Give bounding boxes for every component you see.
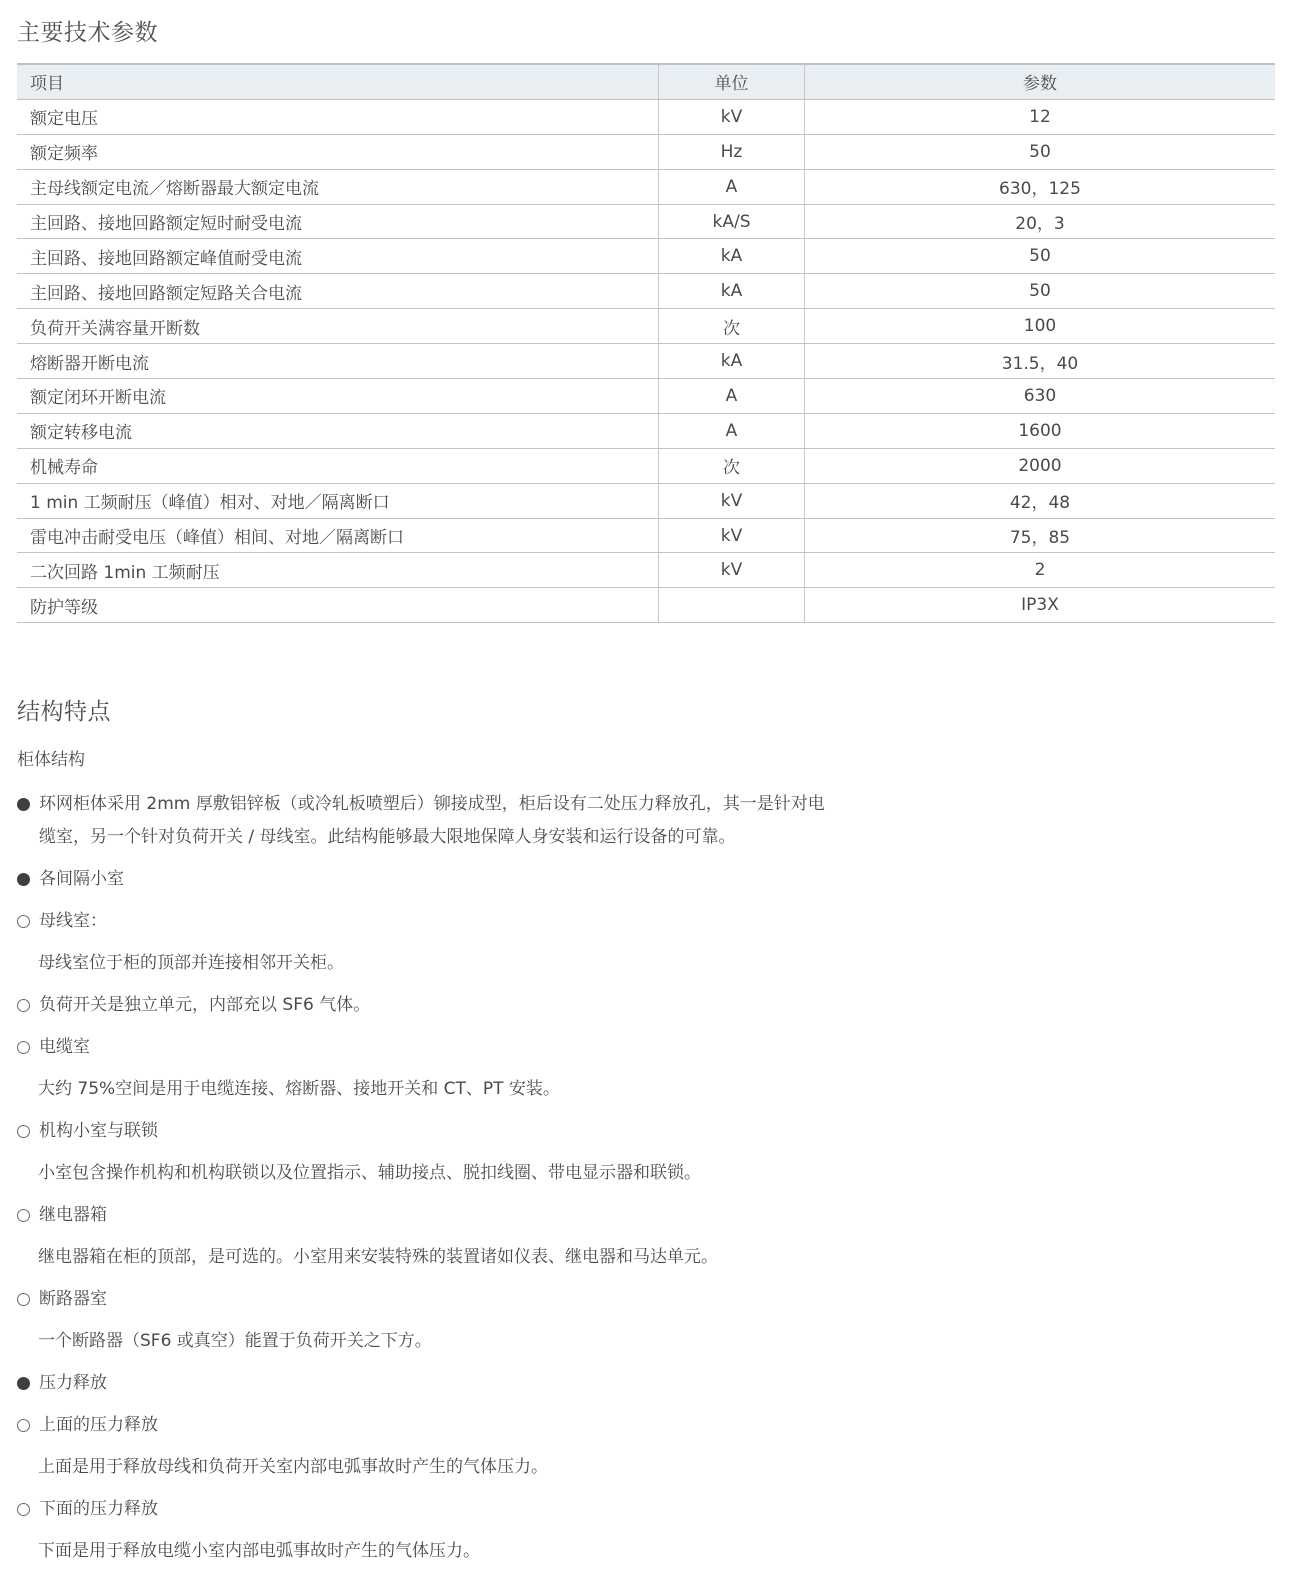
cell-value: 42，48 <box>805 483 1276 518</box>
cell-item: 雷电冲击耐受电压（峰值）相间、对地／隔离断口 <box>17 518 659 553</box>
list-item <box>17 1493 1017 1526</box>
cell-unit: A <box>659 169 805 204</box>
table-row <box>17 413 1275 448</box>
cell-unit: 次 <box>659 448 805 483</box>
cell-value: 2000 <box>805 448 1276 483</box>
paragraph-text: 下面是用于释放电缆小室内部电弧事故时产生的气体压力。 <box>38 1541 480 1561</box>
cell-item: 机械寿命 <box>17 448 659 483</box>
list-item <box>17 788 1017 854</box>
paragraph <box>17 1073 1017 1106</box>
cell-item: 额定闭环开断电流 <box>17 379 659 414</box>
hollow-bullet-icon <box>17 1041 30 1054</box>
cell-item: 负荷开关满容量开断数 <box>17 309 659 344</box>
cell-item: 额定电压 <box>17 99 659 134</box>
cell-value: 75，85 <box>805 518 1276 553</box>
cell-unit: kV <box>659 99 805 134</box>
item-text: 各间隔小室 <box>39 869 124 889</box>
item-text: 继电器箱 <box>39 1205 107 1225</box>
cell-item: 防护等级 <box>17 588 659 623</box>
hollow-bullet-icon <box>17 1209 30 1222</box>
tech-params-table <box>17 63 1275 623</box>
item-text: 断路器室 <box>39 1289 107 1309</box>
cell-value: 630，125 <box>805 169 1276 204</box>
cell-item: 额定频率 <box>17 134 659 169</box>
table-row <box>17 99 1275 134</box>
filled-bullet-icon <box>17 873 30 886</box>
cell-item: 额定转移电流 <box>17 413 659 448</box>
header-item: 项目 <box>17 64 659 99</box>
item-text: 机构小室与联锁 <box>39 1121 158 1141</box>
cell-unit: kV <box>659 518 805 553</box>
list-item <box>17 1409 1017 1442</box>
paragraph <box>17 1451 1017 1484</box>
list-item <box>17 905 1017 938</box>
paragraph <box>17 1241 1017 1274</box>
cell-unit: A <box>659 413 805 448</box>
item-text: 下面的压力释放 <box>39 1499 158 1519</box>
item-text: 压力释放 <box>39 1373 107 1393</box>
cell-value: 31.5，40 <box>805 344 1276 379</box>
table-row <box>17 448 1275 483</box>
filled-bullet-icon <box>17 798 30 811</box>
hollow-bullet-icon <box>17 915 30 928</box>
paragraph-text: 上面是用于释放母线和负荷开关室内部电弧事故时产生的气体压力。 <box>38 1457 548 1477</box>
subhead-cabinet-structure: 柜体结构 <box>17 750 85 770</box>
cell-unit: kV <box>659 553 805 588</box>
hollow-bullet-icon <box>17 1125 30 1138</box>
cell-unit: kA <box>659 239 805 274</box>
cell-value: 2 <box>805 553 1276 588</box>
hollow-bullet-icon <box>17 1293 30 1306</box>
cell-value: 50 <box>805 239 1276 274</box>
list-item <box>17 1031 1017 1064</box>
table-row <box>17 588 1275 623</box>
cell-unit: kA <box>659 344 805 379</box>
paragraph <box>17 1535 1017 1568</box>
hollow-bullet-icon <box>17 1503 30 1516</box>
table-row <box>17 553 1275 588</box>
cell-item: 1 min 工频耐压（峰值）相对、对地／隔离断口 <box>17 483 659 518</box>
table-row <box>17 274 1275 309</box>
cell-unit: A <box>659 379 805 414</box>
item-text: 电缆室 <box>39 1037 90 1057</box>
cell-value: IP3X <box>805 588 1276 623</box>
cell-value: 50 <box>805 134 1276 169</box>
structure-features <box>17 746 1017 1577</box>
cell-value: 50 <box>805 274 1276 309</box>
cell-value: 20，3 <box>805 204 1276 239</box>
filled-bullet-icon <box>17 1377 30 1390</box>
paragraph-text: 一个断路器（SF6 或真空）能置于负荷开关之下方。 <box>38 1331 432 1351</box>
list-item <box>17 1367 1017 1400</box>
table-row <box>17 379 1275 414</box>
paragraph-text: 母线室位于柜的顶部并连接相邻开关柜。 <box>38 953 344 973</box>
paragraph <box>17 947 1017 980</box>
header-value: 参数 <box>805 64 1276 99</box>
list-item <box>17 989 1017 1022</box>
cell-item: 主回路、接地回路额定峰值耐受电流 <box>17 239 659 274</box>
cell-item: 熔断器开断电流 <box>17 344 659 379</box>
table-header-row <box>17 64 1275 99</box>
cell-item: 主回路、接地回路额定短时耐受电流 <box>17 204 659 239</box>
cell-unit: kV <box>659 483 805 518</box>
table-row <box>17 169 1275 204</box>
table-row <box>17 134 1275 169</box>
cell-unit: kA <box>659 274 805 309</box>
header-unit: 单位 <box>659 64 805 99</box>
paragraph-text: 小室包含操作机构和机构联锁以及位置指示、辅助接点、脱扣线圈、带电显示器和联锁。 <box>38 1163 701 1183</box>
item-text: 负荷开关是独立单元，内部充以 SF6 气体。 <box>39 995 371 1015</box>
table-row <box>17 518 1275 553</box>
cell-value: 12 <box>805 99 1276 134</box>
paragraph-text: 大约 75%空间是用于电缆连接、熔断器、接地开关和 CT、PT 安装。 <box>38 1079 560 1099</box>
tech-params-title: 主要技术参数 <box>17 20 158 46</box>
cell-unit: 次 <box>659 309 805 344</box>
paragraph-text: 继电器箱在柜的顶部，是可选的。小室用来安装特殊的装置诸如仪表、继电器和马达单元。 <box>38 1247 718 1267</box>
cell-item: 主回路、接地回路额定短路关合电流 <box>17 274 659 309</box>
paragraph <box>17 1325 1017 1358</box>
hollow-bullet-icon <box>17 1419 30 1432</box>
list-item <box>17 863 1017 896</box>
paragraph <box>17 1157 1017 1190</box>
cell-item: 主母线额定电流／熔断器最大额定电流 <box>17 169 659 204</box>
table-row <box>17 239 1275 274</box>
item-text: 上面的压力释放 <box>39 1415 158 1435</box>
table-row <box>17 483 1275 518</box>
cell-unit: kA/S <box>659 204 805 239</box>
table-row <box>17 204 1275 239</box>
item-text-line2: 缆室，另一个针对负荷开关 / 母线室。此结构能够最大限地保障人身安装和运行设备的可靠。 <box>39 827 736 847</box>
list-item <box>17 1199 1017 1232</box>
cell-value: 100 <box>805 309 1276 344</box>
structure-title: 结构特点 <box>17 699 111 725</box>
table-row <box>17 309 1275 344</box>
cell-item: 二次回路 1min 工频耐压 <box>17 553 659 588</box>
cell-value: 630 <box>805 379 1276 414</box>
hollow-bullet-icon <box>17 999 30 1012</box>
cell-unit <box>659 588 805 623</box>
cell-unit: Hz <box>659 134 805 169</box>
table-row <box>17 344 1275 379</box>
cell-value: 1600 <box>805 413 1276 448</box>
list-item <box>17 1283 1017 1316</box>
item-text: 母线室： <box>39 911 107 931</box>
list-item <box>17 1115 1017 1148</box>
item-text-line1: 环网柜体采用 2mm 厚敷铝锌板（或冷轧板喷塑后）铆接成型，柜后设有二处压力释放孔，其一是针对电 <box>39 794 825 814</box>
